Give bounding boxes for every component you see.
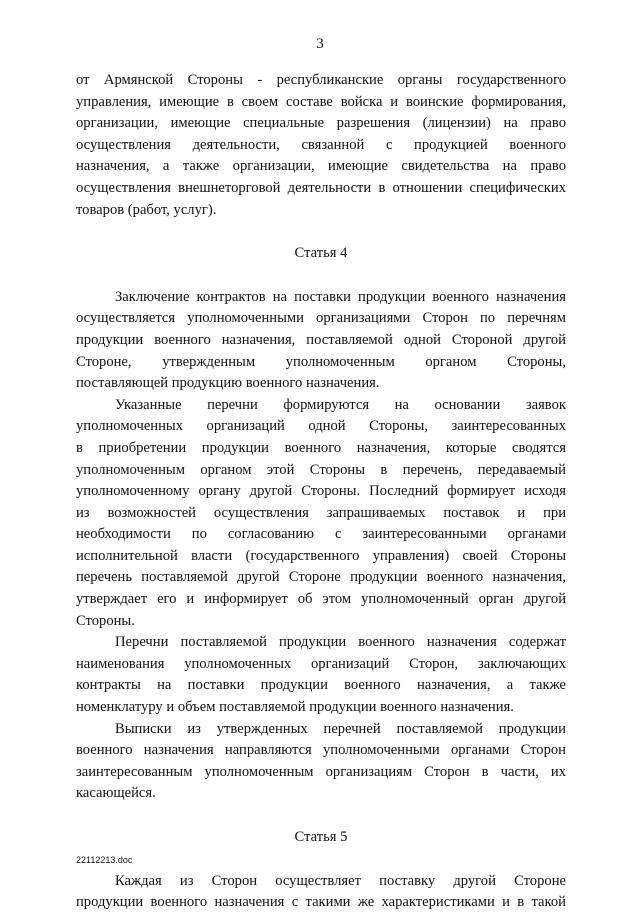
page-number: 3 xyxy=(316,36,324,52)
text-line: наименования уполномоченных организаций Сторон, заключающих xyxy=(76,655,566,672)
article-4-paragraph-1 xyxy=(76,287,566,395)
text-line: товаров (работ, услуг). xyxy=(76,201,217,218)
article-4-paragraph-4 xyxy=(76,719,566,805)
text-line: перечень поставляемой другой Стороне продукции военного назначения, xyxy=(76,569,566,586)
text-line: исполнительной власти (государственного управления) своей Стороны xyxy=(76,547,566,564)
text-line: Выписки из утвержденных перечней поставляемой продукции xyxy=(115,720,566,737)
text-line: Заключение контрактов на поставки продукции военного назначения xyxy=(115,288,566,305)
text-line: Каждая из Сторон осуществляет поставку другой Стороне xyxy=(115,872,566,889)
text-line: контракты на поставки продукции военного назначения, а также xyxy=(76,677,566,694)
text-line: уполномоченному органу другой Стороны. Последний формирует исходя xyxy=(76,483,566,500)
file-name-footer: 22112213.doc xyxy=(76,855,133,865)
text-line: номенклатуру и объем поставляемой продукции военного назначения. xyxy=(76,699,514,716)
text-line: поставляющей продукцию военного назначения. xyxy=(76,375,380,392)
text-line: уполномоченных организаций одной Стороны, заинтересованных xyxy=(76,418,566,435)
text-line: управления, имеющие в своем составе войска и воинские формирования, xyxy=(76,93,566,110)
text-line: Стороны. xyxy=(76,612,135,629)
text-line: организации, имеющие специальные разрешения (лицензии) на право xyxy=(76,115,566,132)
text-line: Стороне, утвержденным уполномоченным органом Стороны, xyxy=(76,353,566,370)
text-line: осуществляется уполномоченными организациями Сторон по перечням xyxy=(76,310,566,327)
text-line: необходимости по согласованию с заинтересованными органами xyxy=(76,526,566,543)
document-body xyxy=(76,70,566,914)
text-line: продукции военного назначения с такими же характеристиками и в такой xyxy=(76,894,566,911)
text-line: заинтересованным уполномоченным организациям Сторон в части, их xyxy=(76,763,566,780)
text-line: военного назначения направляются уполномоченными органами Сторон xyxy=(76,742,566,759)
article-4-paragraph-2 xyxy=(76,395,566,633)
intro-paragraph xyxy=(76,70,566,221)
text-line: осуществления деятельности, связанной с продукцией военного xyxy=(76,136,566,153)
article-4-heading: Статья 4 xyxy=(294,245,348,262)
article-5-paragraph-1 xyxy=(76,871,566,914)
text-line: из возможностей осуществления запрашиваемых поставок и при xyxy=(76,504,566,521)
article-5-heading: Статья 5 xyxy=(294,829,348,845)
text-line: утверждает его и информирует об этом уполномоченный орган другой xyxy=(76,591,566,608)
text-line: в приобретении продукции военного назначения, которые сводятся xyxy=(76,439,566,456)
text-line: касающейся. xyxy=(76,785,156,802)
text-line: назначения, а также организации, имеющие свидетельства на право xyxy=(76,158,566,175)
text-line: уполномоченным органом этой Стороны в перечень, передаваемый xyxy=(76,461,566,478)
article-4-paragraph-3 xyxy=(76,632,566,718)
text-line: Указанные перечни формируются на основании заявок xyxy=(115,396,566,413)
text-line: от Армянской Стороны - республиканские органы государственного xyxy=(76,72,566,88)
text-line: Перечни поставляемой продукции военного назначения содержат xyxy=(115,634,566,651)
text-line: продукции военного назначения, поставляемой одной Стороной другой xyxy=(76,331,566,348)
text-line: осуществления внешнеторговой деятельности в отношении специфических xyxy=(76,179,566,196)
